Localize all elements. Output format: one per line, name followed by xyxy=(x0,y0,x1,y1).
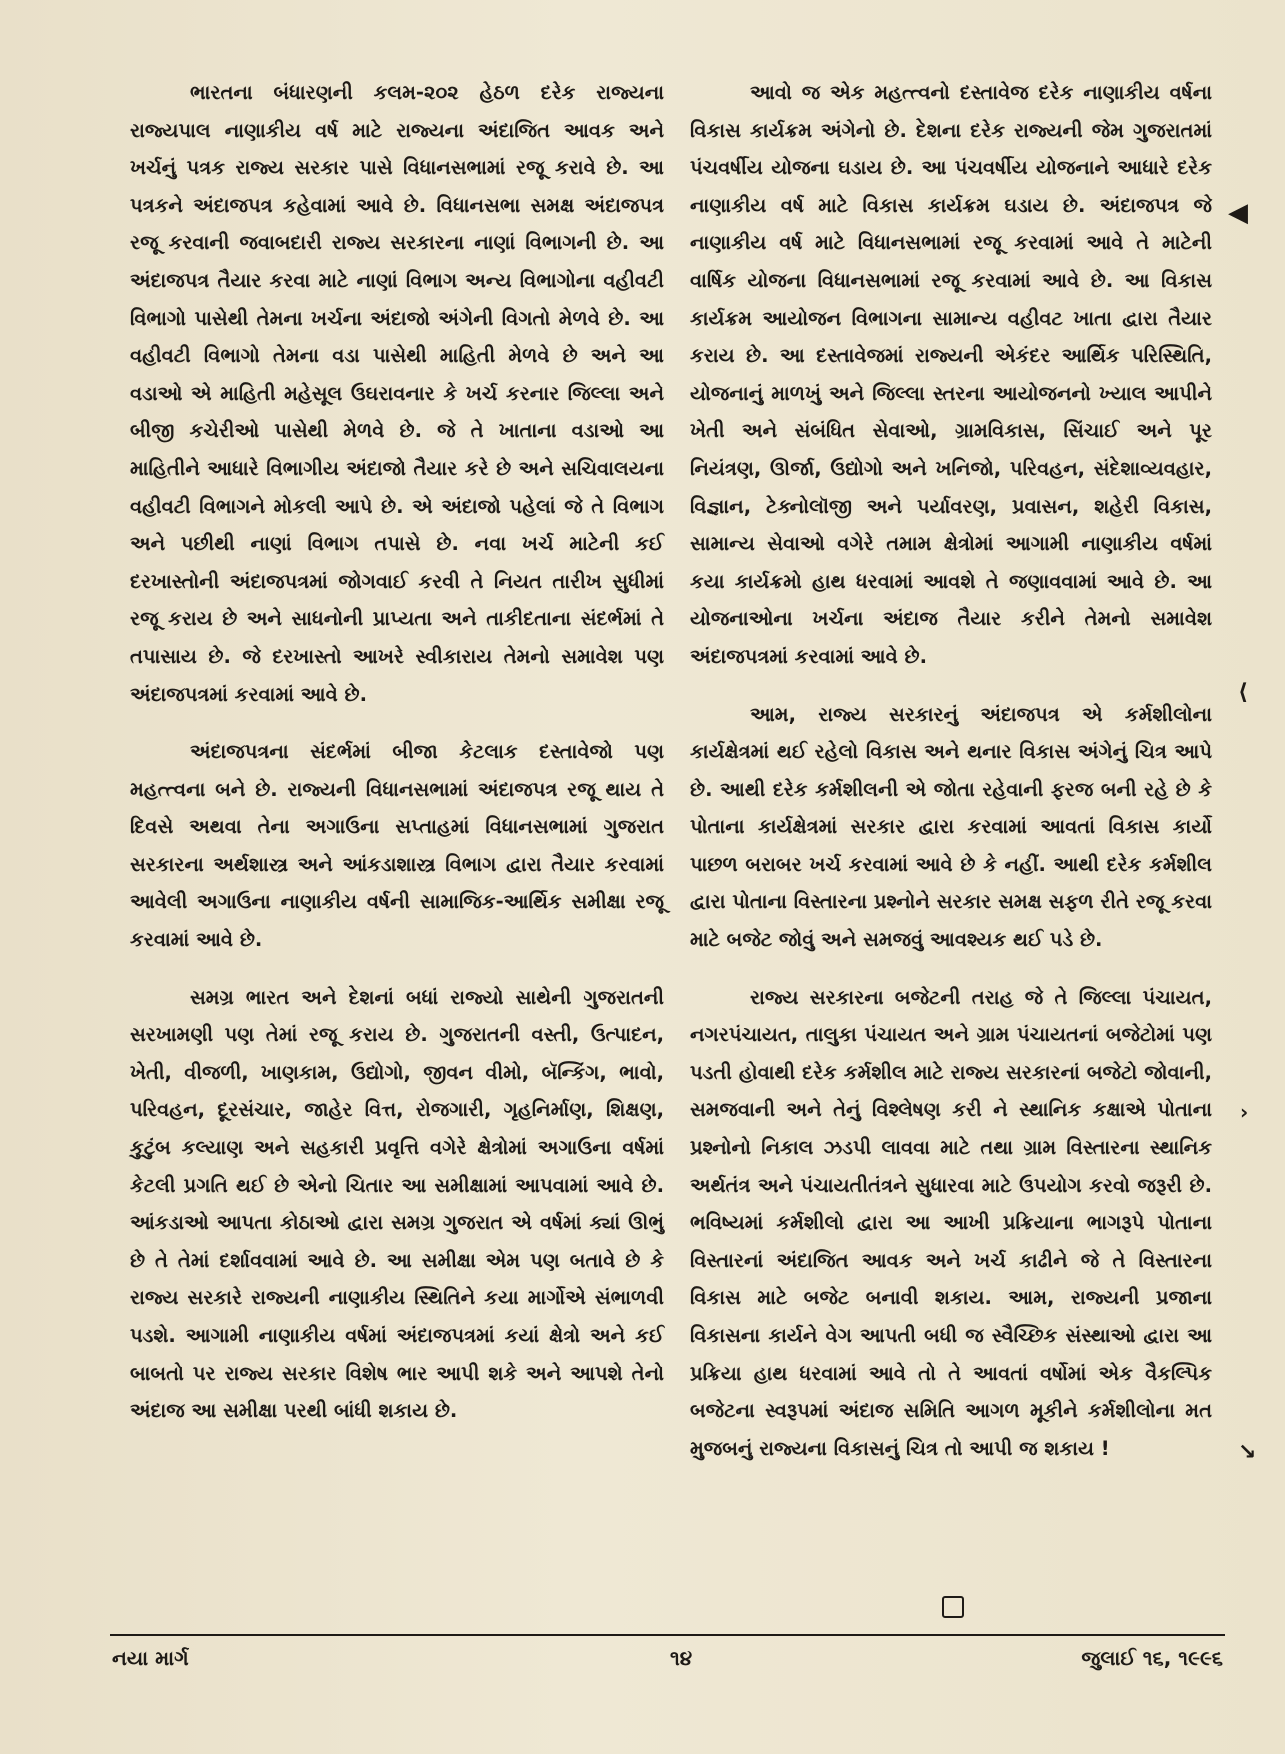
margin-tick-mark-icon: ↘ xyxy=(1238,1440,1257,1465)
right-column xyxy=(690,74,1212,1467)
right-paragraph-3: રાજ્ય સરકારના બજેટની તરાહ જે તે જિલ્લા પંચાયત, નગરપંચાયત, તાલુકા પંચાયત અને ગ્રામ પંચાયતનાં બજેટોમાં પણ પડતી હોવાથી દરેક કર્મશીલ માટે રાજ્ય સરકારનાં બજેટો જોવાની, સમજવાની અને તેનું વિશ્લેષણ કરી ને સ્થાનિક કક્ષાએ પોતાના પ્રશ્નોનો નિકાલ ઝડપી લાવવા માટે તથા ગ્રામ વિસ્તારના સ્થાનિક અર્થતંત્ર અને પંચાયતીતંત્રને સુધારવા માટે ઉપયોગ કરવો જરૂરી છે. ભવિષ્યમાં કર્મશીલો દ્વારા આ આખી પ્રક્રિયાના ભાગરૂપે પોતાના વિસ્તારનાં અંદાજિત આવક અને ખર્ચ કાઢીને જે તે વિસ્તારના વિકાસ માટે બજેટ બનાવી શકાય. આમ, રાજ્યની પ્રજાના વિકાસના કાર્યને વેગ આપતી બધી જ સ્વૈચ્છિક સંસ્થાઓ દ્વારા આ પ્રક્રિયા હાથ ધરવામાં આવે તો તે આવતાં વર્ષોમાં એક વૈકલ્પિક બજેટના સ્વરૂપમાં અંદાજ સમિતિ આગળ મૂકીને કર્મશીલોના મત મુજબનું રાજ્યના વિકાસનું ચિત્ર તો આપી જ શકાય ! xyxy=(690,985,1212,1460)
margin-tick-mark-icon: › xyxy=(1240,1100,1249,1124)
left-paragraph-2: અંદાજપત્રના સંદર્ભમાં બીજા કેટલાક દસ્તાવેજો પણ મહત્ત્વના બને છે. રાજ્યની વિધાનસભામાં અંદાજપત્ર રજૂ થાય તે દિવસે અથવા તેના અગાઉના સપ્તાહમાં વિધાનસભામાં ગુજરાત સરકારના અર્થશાસ્ત્ર અને આંકડાશાસ્ત્ર વિભાગ દ્વારા તૈયાર કરવામાં આવેલી અગાઉના નાણાકીય વર્ષની સામાજિક-આર્થિક સમીક્ષા રજૂ કરવામાં આવે છે. xyxy=(130,740,664,952)
margin-tick-mark-icon: ⟨ xyxy=(1238,680,1249,705)
footer-date: જુલાઈ ૧૬, ૧૯૯૬ xyxy=(1081,1646,1223,1670)
left-paragraph-3: સમગ્ર ભારત અને દેશનાં બધાં રાજ્યો સાથેની ગુજરાતની સરખામણી પણ તેમાં રજૂ કરાય છે. ગુજરાતની વસ્તી, ઉત્પાદન, ખેતી, વીજળી, ખાણકામ, ઉદ્યોગો, જીવન વીમો, બૅન્કિંગ, ભાવો, પરિવહન, દૂરસંચાર, જાહેર વિત્ત, રોજગારી, ગૃહનિર્માણ, શિક્ષણ, કુટુંબ કલ્યાણ અને સહકારી પ્રવૃત્તિ વગેરે ક્ષેત્રોમાં અગાઉના વર્ષમાં કેટલી પ્રગતિ થઈ છે એનો ચિતાર આ સમીક્ષામાં આપવામાં આવે છે. આંકડાઓ આપતા કોઠાઓ દ્વારા સમગ્ર ગુજરાત એ વર્ષમાં ક્યાં ઊભું છે તે તેમાં દર્શાવવામાં આવે છે. આ સમીક્ષા એમ પણ બતાવે છે કે રાજ્ય સરકારે રાજ્યની નાણાકીય સ્થિતિને કયા માર્ગોએ સંભાળવી પડશે. આગામી નાણાકીય વર્ષમાં અંદાજપત્રમાં કયાં ક્ષેત્રો અને કઈ બાબતો પર રાજ્ય સરકાર વિશેષ ભાર આપી શકે અને આપશે તેનો અંદાજ આ સમીક્ષા પરથી બાંધી શકાય છે. xyxy=(130,985,664,1423)
left-paragraph-1: ભારતના બંધારણની કલમ-૨૦૨ હેઠળ દરેક રાજ્યના રાજ્યપાલ નાણાકીય વર્ષ માટે રાજ્યના અંદાજિત આવક અને ખર્ચનું પત્રક રાજ્ય સરકાર પાસે વિધાનસભામાં રજૂ કરાવે છે. આ પત્રકને અંદાજપત્ર કહેવામાં આવે છે. વિધાનસભા સમક્ષ અંદાજપત્ર રજૂ કરવાની જવાબદારી રાજ્ય સરકારના નાણાં વિભાગની છે. આ અંદાજપત્ર તૈયાર કરવા માટે નાણાં વિભાગ અન્ય વિભાગોના વહીવટી વિભાગો પાસેથી તેમના ખર્ચના અંદાજો અંગેની વિગતો મેળવે છે. આ વહીવટી વિભાગો તેમના વડા પાસેથી માહિતી મેળવે છે અને આ વડાઓ એ માહિતી મહેસૂલ ઉઘરાવનાર કે ખર્ચ કરનાર જિલ્લા અને બીજી કચેરીઓ પાસેથી મેળવે છે. જે તે ખાતાના વડાઓ આ માહિતીને આધારે વિભાગીય અંદાજો તૈયાર કરે છે અને સચિવાલયના વહીવટી વિભાગને મોકલી આપે છે. એ અંદાજો પહેલાં જે તે વિભાગ અને પછીથી નાણાં વિભાગ તપાસે છે. નવા ખર્ચ માટેની કઈ દરખાસ્તોની અંદાજપત્રમાં જોગવાઈ કરવી તે નિયત તારીખ સુધીમાં રજૂ કરાય છે અને સાધનોની પ્રાપ્યતા અને તાકીદતાના સંદર્ભમાં તે તપાસાય છે. જે દરખાસ્તો આખરે સ્વીકારાય તેમનો સમાવેશ પણ અંદાજપત્રમાં કરવામાં આવે છે. xyxy=(130,81,664,706)
right-paragraph-2: આમ, રાજ્ય સરકારનું અંદાજપત્ર એ કર્મશીલોના કાર્યક્ષેત્રમાં થઈ રહેલો વિકાસ અને થનાર વિકાસ અંગેનું ચિત્ર આપે છે. આથી દરેક કર્મશીલની એ જોતા રહેવાની ફરજ બની રહે છે કે પોતાના કાર્યક્ષેત્રમાં સરકાર દ્વારા કરવામાં આવતાં વિકાસ કાર્યો પાછળ બરાબર ખર્ચ કરવામાં આવે છે કે નહીં. આથી દરેક કર્મશીલ દ્વારા પોતાના વિસ્તારના પ્રશ્નોને સરકાર સમક્ષ સફળ રીતે રજૂ કરવા માટે બજેટ જોવું અને સમજવું આવશ્યક થઈ પડે છે. xyxy=(690,702,1212,952)
right-paragraph-1: આવો જ એક મહત્ત્વનો દસ્તાવેજ દરેક નાણાકીય વર્ષના વિકાસ કાર્યક્રમ અંગેનો છે. દેશના દરેક રાજ્યની જેમ ગુજરાતમાં પંચવર્ષીય યોજના ઘડાય છે. આ પંચવર્ષીય યોજનાને આધારે દરેક નાણાકીય વર્ષ માટે વિકાસ કાર્યક્રમ ઘડાય છે. અંદાજપત્ર જે નાણાકીય વર્ષ માટે વિધાનસભામાં રજૂ કરવામાં આવે તે માટેની વાર્ષિક યોજના વિધાનસભામાં રજૂ કરવામાં આવે છે. આ વિકાસ કાર્યક્રમ આયોજન વિભાગના સામાન્ય વહીવટ ખાતા દ્વારા તૈયાર કરાય છે. આ દસ્તાવેજમાં રાજ્યની એકંદર આર્થિક પરિસ્થિતિ, યોજનાનું માળખું અને જિલ્લા સ્તરના આયોજનનો ખ્યાલ આપીને ખેતી અને સંબંધિત સેવાઓ, ગ્રામવિકાસ, સિંચાઈ અને પૂર નિયંત્રણ, ઊર્જા, ઉદ્યોગો અને ખનિજો, પરિવહન, સંદેશાવ્યવહાર, વિજ્ઞાન, ટેક્નોલૉજી અને પર્યાવરણ, પ્રવાસન, શહેરી વિકાસ, સામાન્ય સેવાઓ વગેરે તમામ ક્ષેત્રોમાં આગામી નાણાકીય વર્ષમાં કયા કાર્યક્રમો હાથ ધરવામાં આવશે તે જણાવવામાં આવે છે. આ યોજનાઓના ખર્ચના અંદાજ તૈયાર કરીને તેમનો સમાવેશ અંદાજપત્રમાં કરવામાં આવે છે. xyxy=(690,81,1212,668)
footer-publication: નયા માર્ગ xyxy=(112,1646,189,1670)
left-column xyxy=(130,74,664,1430)
margin-tick-mark-icon: ◀ xyxy=(1228,198,1248,228)
end-of-article-box-icon xyxy=(942,1596,964,1618)
footer-page-number: ૧૪ xyxy=(670,1646,693,1670)
footer-divider xyxy=(110,1634,1225,1636)
